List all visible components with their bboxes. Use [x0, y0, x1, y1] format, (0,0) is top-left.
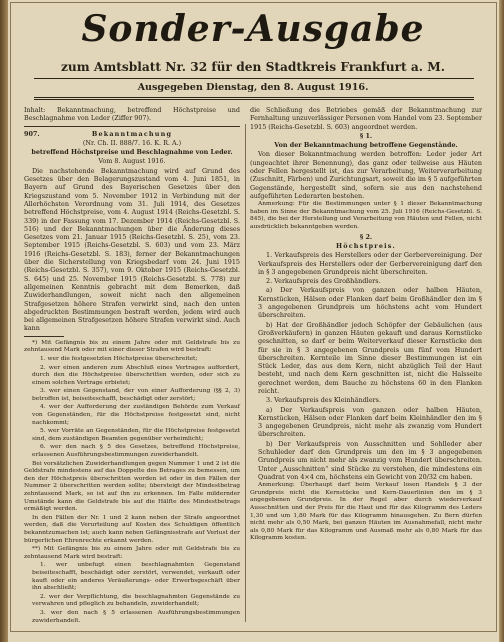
footnote-item: 3. wer den nach § 5 erlassenen Ausführungsbestimmungen zuwiderhandelt.: [32, 609, 240, 624]
page-edge: [499, 0, 504, 642]
section-title: Höchstpreis.: [336, 241, 396, 250]
price-item: a) Der Verkaufspreis von ganzen oder halben Häuten, Kernstücken, Hälsen oder Flanken darf beim Kleinhändler den im § 3 angegebenen Grundpreis, nicht mehr als zwanzig vom Hundert überschreiten.: [258, 405, 482, 439]
footnote-extra: In den Fällen der Nr. 1 und 2 kann neben der Strafe angeordnet werden, daß die Verurteilung auf Kosten des Schuldigen öffentlich bekanntzumachen ist; auch kann neben Gefängnisstrafe auf Verlust der bürgerlichen Ehrenrechte erkannt werden.: [24, 514, 240, 544]
footnote-item: 2. wer einen anderen zum Abschluß eines Vertrages auffordert, durch den die Höchstpreise überschritten werden, oder sich zu einem solchen Vertrage erbietet;: [32, 364, 240, 386]
header-rule-top: [34, 78, 474, 79]
footnote-item: 4. wer der Aufforderung der zuständigen Behörde zum Verkauf von Gegenständen, für die Höchstpreise festgesetzt sind, nicht nachkommt;: [32, 404, 240, 426]
section-note: Anmerkung: Für die Bestimmungen unter § 1 dieser Bekanntmachung haben im Sinne der Bekanntmachung vom 25. Juli 1916 (Reichs-Gesetzbl. S. 845), die bei der Herstellung und Verarbeitung von Häuten und Fellen, nicht ausdrücklich bekanntgeben werden.: [250, 201, 482, 231]
price-note: Anmerkung: Überhaupt darf beim Verkauf losen Handels § 3 der Grundpreis nicht die Kernstücke und Kern-Dauerlinien den im § 3 angegebenen Grundpreis. In der Regel aber durch wiederverkauf Ausschnitten und der Preis für die Haut und für das Kilogramm des Leders 1,30 und um 1,80 Mark für das Kilogramm hinausgehen. Zu Bern dürfen nicht mehr als 0,50 Mark, bei ganzen Häuten im Ausnahmefall, nicht mehr als 0,80 Mark für das Kilogramm und Ausmaß mehr als 0,80 Mark für das Kilogramm kosten.: [250, 482, 482, 542]
footnote-item: 3. wer einen Gegenstand, der von einer Aufforderung (§§ 2, 3) betroffen ist, beiseiteschafft, beschädigt oder zerstört;: [32, 388, 240, 402]
document-subtitle: zum Amtsblatt Nr. 32 für den Stadtkreis Frankfurt a. M.: [60, 60, 445, 74]
notice-title: Bekanntmachung: [91, 129, 173, 138]
notice-date: Vom 8. August 1916.: [98, 157, 166, 166]
document-title: Sonder-Ausgabe: [81, 8, 425, 50]
header-rule-bottom: [34, 97, 474, 98]
right-column: [250, 106, 482, 544]
footnote-2-intro: **) Mit Gefängnis bis zu einem Jahre oder mit Geldstrafe bis zu zehntausend Mark wird bestraft:: [24, 546, 240, 560]
footnote-intro: *) Mit Gefängnis bis zu einem Jahre oder mit Geldstrafe bis zu zehntausend Mark oder mit einer dieser Strafen wird bestraft:: [24, 339, 240, 354]
section-title: Von der Bekanntmachung betroffene Gegenstände.: [274, 141, 458, 150]
footnote-item: 1. wer unbefugt einen beschlagnahmten Gegenstand beiseiteschafft, beschädigt oder zerstört, verwendet, verkauft oder kauft oder ein anderes Veräußerungs- oder Erwerbsgeschäft über ihn abschließt;: [32, 562, 240, 592]
left-column: [24, 106, 240, 626]
price-item: 2. Verkaufspreis des Großhändlers.: [266, 277, 381, 286]
contents-rule: [24, 126, 240, 127]
price-item: b) Der Verkaufspreis von Ausschnitten und Sohlleder aber Schuhleder darf den Grundpreis um den im § 3 angegebenen Grundpreis um nicht mehr als zwanzig vom Hundert überschreiten. Unter „Ausschnitten“ sind Stücke zu verstehen, die mindestens ein Quadrat von 4×4 cm, höchstens ein Gewicht von 20/32 cm haben.: [258, 439, 482, 481]
header-rule-bottom-2: [34, 99, 474, 100]
section-label: § 1.: [359, 131, 373, 140]
book-gutter: [0, 0, 8, 642]
notice-reference: (Nr. Ch. II. 888/7. 16. K. R. A.): [82, 138, 182, 147]
notice-body: Die nachstehende Bekanntmachung wird auf Grund des Gesetzes über den Belagerungszustand vom 4. Juni 1851, in Bayern auf Grund des Bayerischen Gesetzes über den Kriegszustand vom 5. November 1912 in Verbindung mit der Allerhöchsten Verordnung vom 31. Juli 1914, des Gesetzes betreffend Höchstpreise, vom 4. August 1914 (Reichs-Gesetzbl. S. 339) in der Fassung vom 17. Dezember 1914 (Reichs-Gesetzbl. S. 516) und der Bekanntmachungen über die Änderung dieses Gesetzes vom 21. Januar 1915 (Reichs-Gesetzbl. S. 25), vom 23. September 1915 (Reichs-Gesetzbl. S. 603) und vom 23. März 1916 (Reichs-Gesetzbl. S. 183), ferner der Bekanntmachungen über die Sicherstellung von Kriegsbedarf vom 24. Juni 1915 (Reichs-Gesetzbl. S. 357), vom 9. Oktober 1915 (Reichs-Gesetzbl. S. 645) und 25. November 1915 (Reichs-Gesetzbl. S. 778) zur allgemeinen Kenntnis gebracht mit dem Bemerken, daß Zuwiderhandlungen, soweit nicht nach den allgemeinen Strafgesetzen höhere Strafen verwirkt sind, nach den unten abgedruckten Bestimmungen bestraft werden, jedem wird auch bei allgemeinen Strafgesetzen höhere Strafen verwirkt sind. Auch kann: [24, 166, 240, 333]
price-item: 3. Verkaufspreis des Kleinhändlers.: [266, 396, 381, 405]
notice-subject: betreffend Höchstpreise und Beschlagnahme von Leder.: [31, 148, 233, 157]
price-item: 1. Verkaufspreis des Herstellers oder der Gerbervereinigung. Der Verkaufspreis des Herstellers oder der Gerbervereinigung darf den in § 3 angegebenen Grundpreis nicht überschreiten.: [258, 251, 482, 276]
price-item: a) Der Verkaufspreis von ganzen oder halben Häuten, Kernstücken, Hälsen oder Flanken darf beim Großhändler den im § 3 angegebenen Grundpreis um höchstens acht vom Hundert überschreiten.: [258, 286, 482, 320]
column-divider: [245, 124, 246, 622]
footnote-item: 2. wer der Verpflichtung, die beschlagnahmten Gegenstände zu verwahren und pfleglich zu behandeln, zuwiderhandelt;: [32, 593, 240, 608]
entry-number: 907.: [24, 129, 40, 138]
footnote-1: [24, 340, 240, 625]
footnote-rule: [24, 336, 64, 337]
footnote-item: 5. wer Vorräte an Gegenständen, für die Höchstpreise festgesetzt sind, dem zuständigen Beamten gegenüber verheimlicht;: [32, 428, 240, 442]
price-item: b) Hat der Großhändler jedoch Schöpfer der Gebäulichen (aus Großverkäufern) in ganzen Häuten gekauft und daraus Kernstücke geschnitten, so darf er beim Weiterverkauf dieser Kernstücke den für sie in § 3 angegebenen Grundpreis um fünf vom Hundert überschreiten. Kernteile im Sinne dieser Bestimmungen ist ein Stück Leder, das aus dem Kern, nicht abzüglich Teil der Haut besteht, und nach dem Kern geschnitten ist, nicht die Halsseite gerechnet werden, dem Bauche zu höchstens 60 in den Flanken reicht.: [258, 320, 482, 395]
footnote-item: 6. wer den nach § 5 des Gesetzes, betreffend Höchstpreise, erlassenen Ausführungsbestimmungen zuwiderhandelt.: [32, 444, 240, 459]
footnote-item: 1. wer die festgesetzten Höchstpreise überschreitet;: [40, 355, 198, 362]
section-label: § 2.: [359, 232, 373, 241]
footnote-extra: Bei vorsätzlichen Zuwiderhandlungen gegen Nummer 1 und 2 ist die Geldstrafe mindestens auf das Doppelte des Betrages zu bemessen, um den der Höchstpreis überschritten worden ist oder in den Fällen der Nummer 2 überschritten werden sollte; übersteigt der Mindestbetrag zehntausend Mark, so ist auf ihn zu erkennen. Im Falle mildernder Umstände kann die Geldstrafe bis auf die Hälfte des Mindestbetrags ermäßigt werden.: [24, 460, 240, 513]
continued-text: die Schließung des Betriebes gemäß der Bekanntmachung zur Fernhaltung unzuverlässiger Personen vom Handel vom 23. September 1915 (Reichs-Gesetzbl. S. 603) angeordnet werden.: [250, 106, 482, 131]
issue-date-line: Ausgegeben Dienstag, den 8. August 1916.: [137, 82, 369, 93]
contents-line: Inhalt: Bekanntmachung, betreffend Höchstpreise und Beschlagnahme von Leder (Ziffer 907).: [24, 106, 240, 123]
section-text: Von dieser Bekanntmachung werden betroffen: Leder jeder Art (ungeachtet ihrer Benennung), das ganz oder teilweise aus Häuten oder Fellen hergestellt ist, das zur Verarbeitung, Weiterverarbeitung (Zuschnitt, Färben) und Zurichtungsart, soweit die im § 5 aufgeführten Gegenstände, hergestellt sind, sofern sie aus den nachstehend aufgeführten Lederarten bestehen.: [250, 150, 482, 200]
